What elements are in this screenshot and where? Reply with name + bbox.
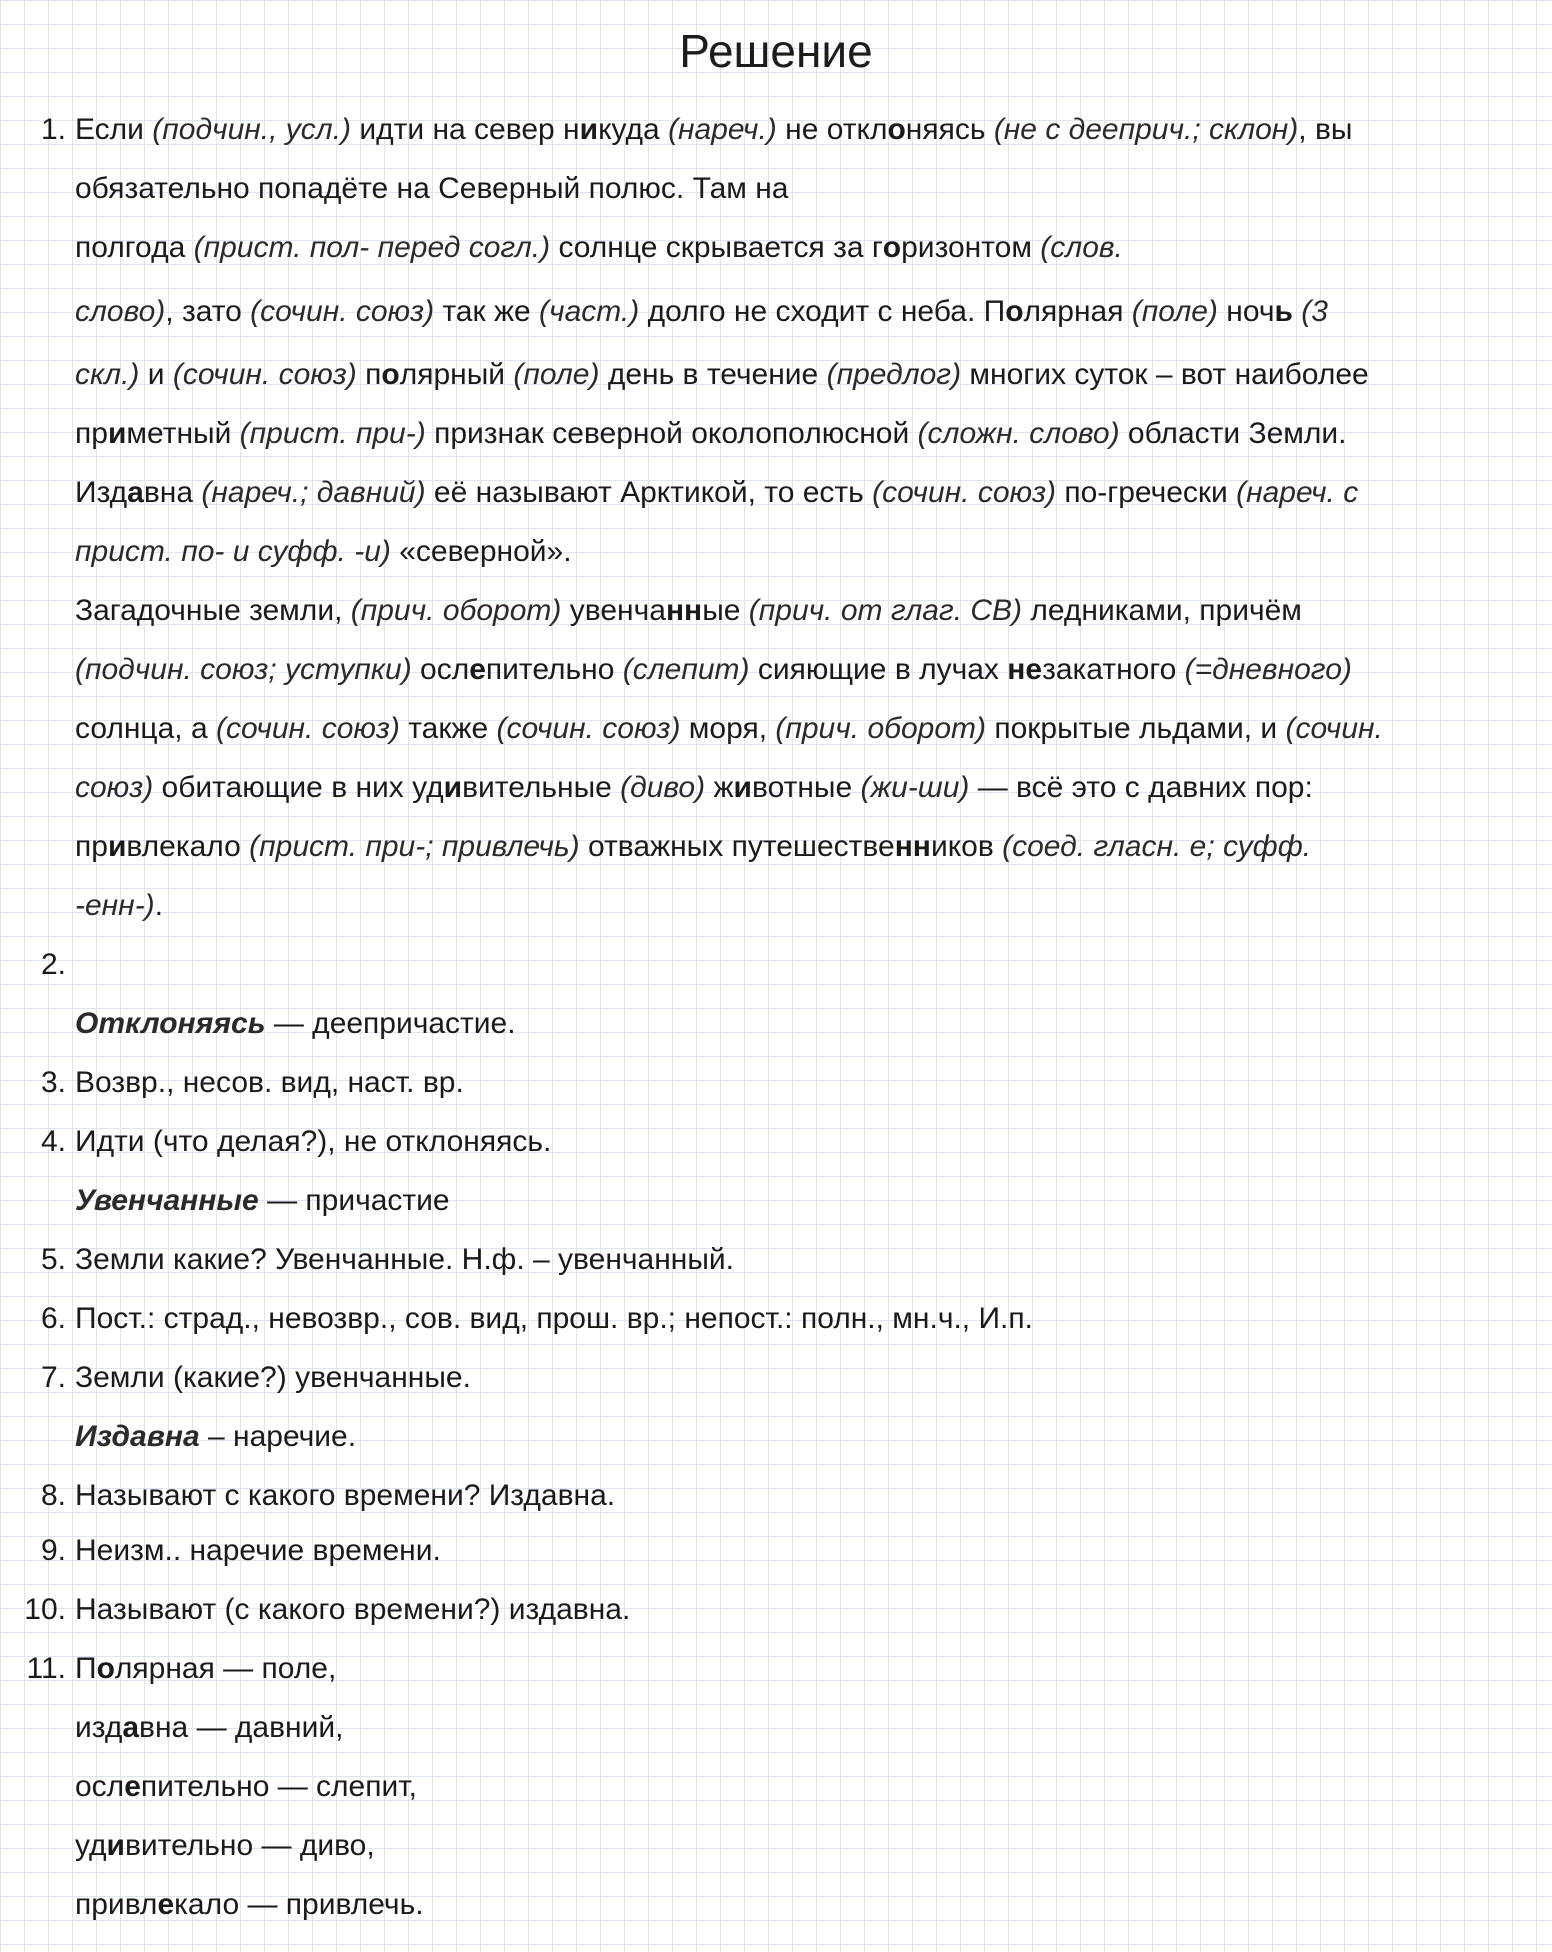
list-number: 4.	[40, 1125, 66, 1158]
list-number: 1.	[40, 113, 66, 146]
line-text: Идти (что делая?), не отклоняясь.	[75, 1125, 552, 1158]
line-text: Пост.: страд., невозвр., сов. вид, прош. вр.; непост.: полн., мн.ч., И.п.	[75, 1302, 1033, 1335]
line-text: Загадочные земли, (прич. оборот) увенчанные (прич. от глаг. СВ) ледниками, причём	[75, 594, 1302, 627]
line-text: Земли (какие?) увенчанные.	[75, 1361, 471, 1394]
line-text: прист. по- и суфф. -и) «северной».	[75, 535, 572, 568]
list-number: 6.	[40, 1302, 66, 1335]
list-number: 5.	[40, 1243, 66, 1276]
line-text: Возвр., несов. вид, наст. вр.	[75, 1066, 464, 1099]
page-title: Решение	[679, 25, 873, 77]
line-text: ослепительно — слепит,	[75, 1770, 417, 1803]
line-text: полгода (прист. пол- перед согл.) солнце скрывается за горизонтом (слов.	[75, 231, 1123, 264]
line-text: Неизм.. наречие времени.	[75, 1534, 441, 1567]
line-text: скл.) и (сочин. союз) полярный (поле) день в течение (предлог) многих суток – вот наиболее	[75, 358, 1369, 391]
list-number: 11.	[26, 1652, 66, 1685]
line-text: слово), зато (сочин. союз) так же (част.) долго не сходит с неба. Полярная (поле) ночь (3	[75, 295, 1328, 328]
line-text: привлекало — привлечь.	[75, 1888, 424, 1921]
line-text: солнца, а (сочин. союз) также (сочин. союз) моря, (прич. оборот) покрытые льдами, и (сочин.	[75, 712, 1383, 745]
line-text: удивительно — диво,	[75, 1829, 375, 1862]
line-text: Увенчанные — причастие	[75, 1184, 450, 1217]
line-text: обязательно попадёте на Северный полюс. Там на	[75, 172, 789, 205]
list-number: 3.	[40, 1066, 66, 1099]
line-text: приметный (прист. при-) признак северной околополюсной (сложн. слово) области Земли.	[75, 417, 1347, 450]
line-text: Издавна (нареч.; давний) её называют Арктикой, то есть (сочин. союз) по-гречески (нареч. с	[75, 476, 1359, 509]
line-text: (подчин. союз; уступки) ослепительно (слепит) сияющие в лучах незакатного (=дневного)	[75, 653, 1352, 686]
list-number: 7.	[40, 1361, 66, 1394]
list-number: 9.	[40, 1534, 66, 1567]
line-text: Земли какие? Увенчанные. Н.ф. – увенчанный.	[75, 1243, 735, 1276]
line-text: -енн-).	[75, 889, 164, 922]
line-text: Издавна – наречие.	[75, 1420, 357, 1453]
line-text: союз) обитающие в них удивительные (диво) животные (жи-ши) — всё это с давних пор:	[75, 771, 1313, 804]
line-text: Полярная — поле,	[75, 1652, 337, 1685]
line-text: Называют (с какого времени?) издавна.	[75, 1593, 631, 1626]
list-number: 8.	[40, 1479, 66, 1512]
line-text: Если (подчин., усл.) идти на север никуда (нареч.) не отклоняясь (не с дееприч.; склон), вы	[75, 113, 1353, 146]
line-text: привлекало (прист. при-; привлечь) отважных путешественников (соед. гласн. е; суфф.	[75, 830, 1312, 863]
line-text: Отклоняясь — деепричастие.	[75, 1007, 516, 1040]
list-number: 10.	[24, 1593, 66, 1626]
list-number: 2.	[40, 948, 66, 981]
line-text: издавна — давний,	[75, 1711, 344, 1744]
line-text: Называют с какого времени? Издавна.	[75, 1479, 616, 1512]
